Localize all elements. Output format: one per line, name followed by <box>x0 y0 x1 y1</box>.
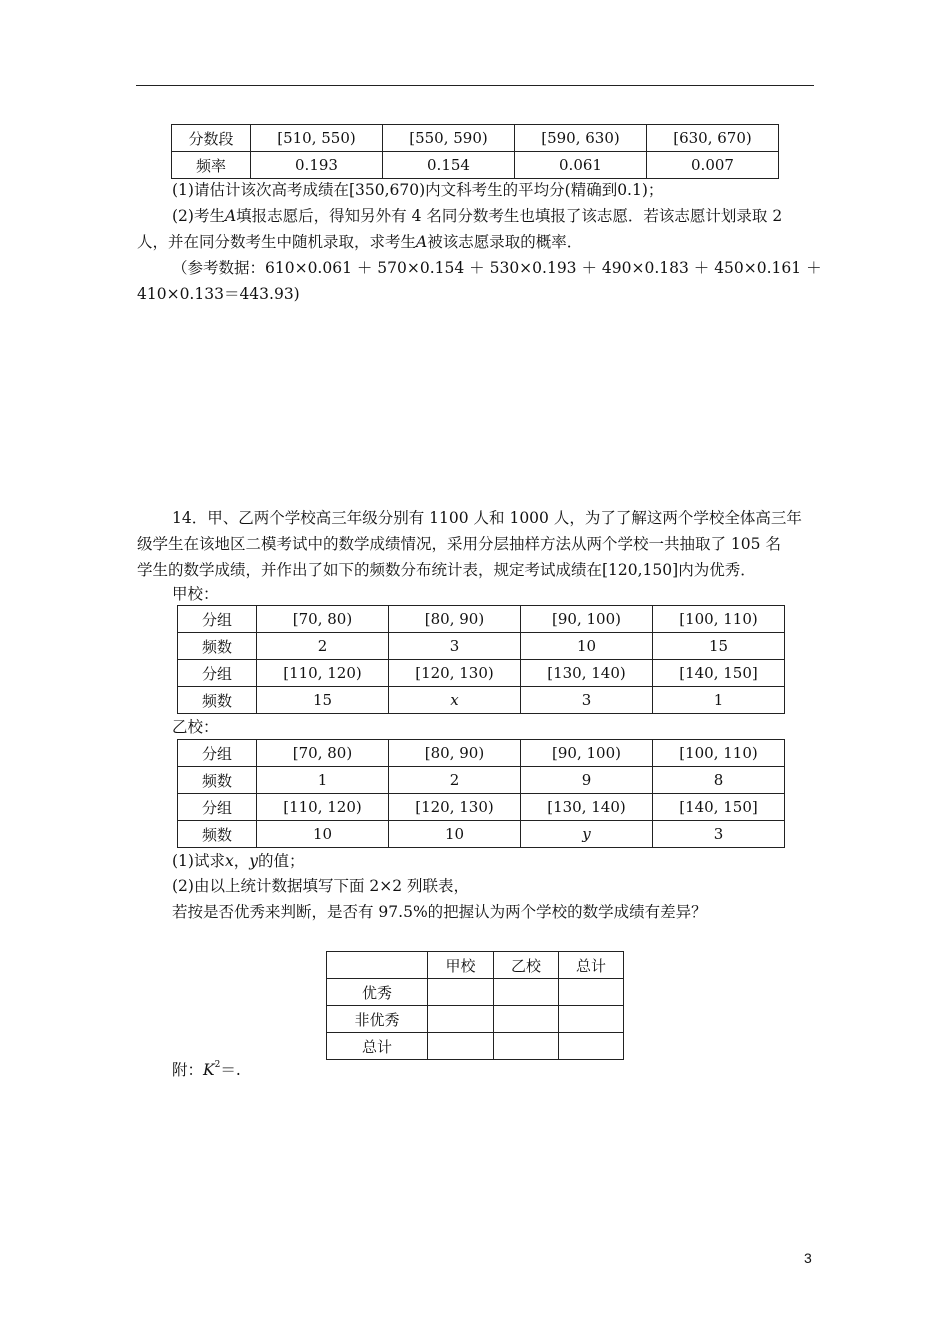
table-row-header: 频率 <box>172 152 251 179</box>
table-cell: [100, 110) <box>653 606 785 633</box>
school-b-table <box>177 739 785 848</box>
table-cell: [140, 150] <box>653 794 785 821</box>
score-frequency-table <box>171 124 779 179</box>
page-number: 3 <box>804 1250 812 1266</box>
table-cell: [120, 130) <box>389 794 521 821</box>
table-cell-variable-x: x <box>389 687 521 714</box>
table-cell: [130, 140) <box>521 660 653 687</box>
table-cell-empty <box>494 1033 559 1060</box>
table-cell: 0.061 <box>515 152 647 179</box>
table-cell: 10 <box>521 633 653 660</box>
table-header-cell: 乙校 <box>494 952 559 979</box>
q14-sub1: (1)试求x，y的值； <box>172 852 305 870</box>
table-cell-empty <box>494 979 559 1006</box>
table-cell: 15 <box>257 687 389 714</box>
table-cell: [510, 550) <box>251 125 383 152</box>
table-row-header: 非优秀 <box>327 1006 428 1033</box>
q14-sub2-question: 若按是否优秀来判断，是否有 97.5%的把握认为两个学校的数学成绩有差异？ <box>172 903 707 921</box>
table-cell: 10 <box>389 821 521 848</box>
table-cell-empty <box>559 1033 624 1060</box>
table-cell: 15 <box>653 633 785 660</box>
table-cell: [130, 140) <box>521 794 653 821</box>
table-row-header: 频数 <box>178 633 257 660</box>
table-cell: 2 <box>389 767 521 794</box>
table-header-cell: 甲校 <box>428 952 494 979</box>
table-cell: 3 <box>389 633 521 660</box>
table-cell-empty <box>559 1006 624 1033</box>
table-cell: 1 <box>653 687 785 714</box>
table-cell: [630, 670) <box>647 125 779 152</box>
table-cell: [110, 120) <box>257 794 389 821</box>
table-cell-empty <box>428 979 494 1006</box>
table-cell: 3 <box>521 687 653 714</box>
q14-text-line: 级学生在该地区二模考试中的数学成绩情况，采用分层抽样方法从两个学校一共抽取了 105 名 <box>137 535 781 553</box>
table-cell-empty <box>494 1006 559 1033</box>
table-row-header: 总计 <box>327 1033 428 1060</box>
table-corner-cell <box>327 952 428 979</box>
table-cell: [90, 100) <box>521 606 653 633</box>
table-cell: [120, 130) <box>389 660 521 687</box>
formula-note: 附：$K^2=$. <box>172 1060 241 1079</box>
header-rule <box>136 85 814 86</box>
table-cell-empty <box>559 979 624 1006</box>
q13-part2: (2)考生A填报志愿后，得知另外有 4 名同分数考生也填报了该志愿．若该志愿计划录取 2 <box>172 207 783 225</box>
school-a-label: 甲校： <box>172 585 219 603</box>
table-cell: 2 <box>257 633 389 660</box>
table-row-header: 频数 <box>178 767 257 794</box>
table-cell: [70, 80) <box>257 740 389 767</box>
table-cell: [100, 110) <box>653 740 785 767</box>
table-cell: 9 <box>521 767 653 794</box>
table-cell: 0.007 <box>647 152 779 179</box>
q13-reference-data: （参考数据：610×0.061 ＋ 570×0.154 ＋ 530×0.193 ＋ 490×0.183 ＋ 450×0.161 ＋ <box>172 259 822 277</box>
table-header-cell: 总计 <box>559 952 624 979</box>
table-row-header: 优秀 <box>327 979 428 1006</box>
table-cell: 0.154 <box>383 152 515 179</box>
table-cell: [110, 120) <box>257 660 389 687</box>
school-b-label: 乙校： <box>172 718 219 736</box>
q14-text-line: 14．甲、乙两个学校高三年级分别有 1100 人和 1000 人，为了了解这两个学校全体高三年 <box>172 509 802 527</box>
table-cell: 10 <box>257 821 389 848</box>
table-cell: 8 <box>653 767 785 794</box>
table-row-header: 分组 <box>178 606 257 633</box>
table-row-header: 频数 <box>178 821 257 848</box>
table-cell: [80, 90) <box>389 606 521 633</box>
table-cell-empty <box>428 1006 494 1033</box>
table-cell: [550, 590) <box>383 125 515 152</box>
table-cell: [90, 100) <box>521 740 653 767</box>
school-a-table <box>177 605 785 714</box>
table-cell: 1 <box>257 767 389 794</box>
q14-text-line: 学生的数学成绩，并作出了如下的频数分布统计表，规定考试成绩在[120,150]内为优秀． <box>137 561 756 579</box>
table-row-header: 频数 <box>178 687 257 714</box>
table-cell-variable-y: y <box>521 821 653 848</box>
table-row-header: 分组 <box>178 660 257 687</box>
q13-part1: (1)请估计该次高考成绩在[350,670)内文科考生的平均分(精确到0.1)； <box>172 181 664 199</box>
table-cell: [80, 90) <box>389 740 521 767</box>
q13-reference-data-cont: 410×0.133＝443.93) <box>137 285 300 303</box>
q13-part2-cont: 人，并在同分数考生中随机录取，求考生A被该志愿录取的概率． <box>137 233 583 251</box>
table-cell: [590, 630) <box>515 125 647 152</box>
table-cell: [70, 80) <box>257 606 389 633</box>
table-row-header: 分数段 <box>172 125 251 152</box>
contingency-table <box>326 951 624 1060</box>
q14-sub2: (2)由以上统计数据填写下面 2×2 列联表， <box>172 877 470 895</box>
table-cell-empty <box>428 1033 494 1060</box>
table-cell: [140, 150] <box>653 660 785 687</box>
table-cell: 3 <box>653 821 785 848</box>
table-row-header: 分组 <box>178 794 257 821</box>
table-cell: 0.193 <box>251 152 383 179</box>
table-row-header: 分组 <box>178 740 257 767</box>
